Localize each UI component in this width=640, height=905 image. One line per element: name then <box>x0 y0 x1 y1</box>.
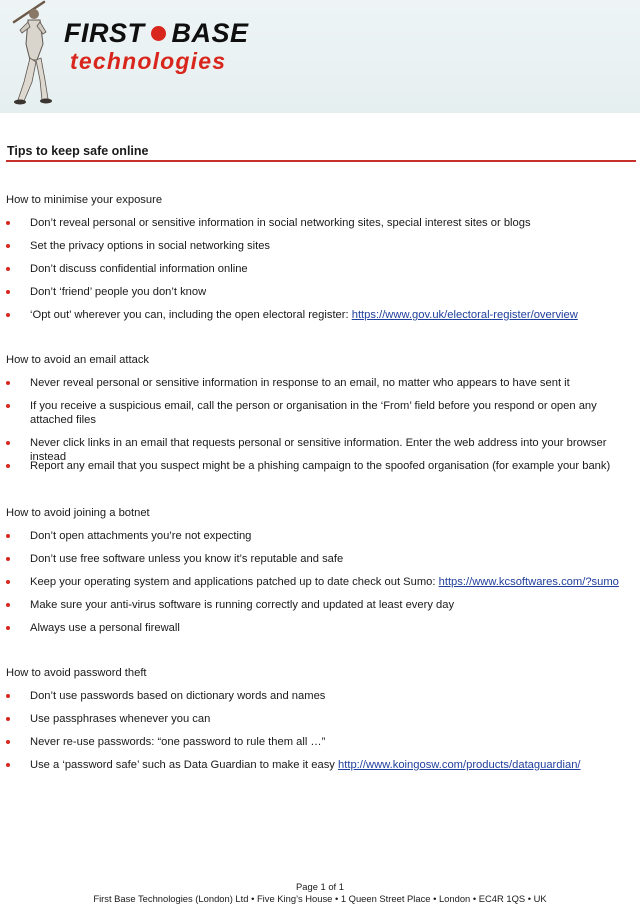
section-heading: How to avoid joining a botnet <box>6 507 150 519</box>
bullet-icon <box>6 464 10 468</box>
list-item: Don’t ‘friend’ people you don’t know <box>6 285 636 308</box>
letterhead <box>0 0 640 113</box>
bullet-icon <box>6 267 10 271</box>
title-divider <box>6 160 636 162</box>
list-item: Always use a personal firewall <box>6 621 636 644</box>
section-heading: How to avoid password theft <box>6 667 147 679</box>
bullet-icon <box>6 740 10 744</box>
brand-tagline: technologies <box>70 48 227 74</box>
bullet-icon <box>6 557 10 561</box>
baseball-player-logo <box>6 0 58 110</box>
list-item: Report any email that you suspect might be a phishing campaign to the spoofed organisation (for example your bank) <box>6 459 636 482</box>
bullet-icon <box>6 313 10 317</box>
bullet-icon <box>6 626 10 630</box>
bullet-icon <box>6 534 10 538</box>
section-botnet <box>6 506 636 644</box>
sumo-link[interactable]: https://www.kcsoftwares.com/?sumo <box>438 576 619 588</box>
section-heading: How to minimise your exposure <box>6 194 163 206</box>
list-item: Never re-use passwords: “one password to rule them all …” <box>6 735 636 758</box>
section-minimise-exposure <box>6 193 636 331</box>
list-item: Use a ‘password safe’ such as Data Guardian to make it easy http://www.koingosw.com/products/dataguardian/ <box>6 758 636 781</box>
brand-dot-icon <box>151 26 166 41</box>
list-item: Don’t open attachments you’re not expecting <box>6 529 636 552</box>
bullet-icon <box>6 290 10 294</box>
list-item: Set the privacy options in social networking sites <box>6 239 636 262</box>
page-number: Page 1 of 1 <box>296 881 344 892</box>
brand-name: FIRST BASE <box>64 18 249 48</box>
section-heading: How to avoid an email attack <box>6 354 150 366</box>
bullet-icon <box>6 244 10 248</box>
electoral-register-link[interactable]: https://www.gov.uk/electoral-register/overview <box>351 309 578 321</box>
bullet-icon <box>6 580 10 584</box>
bullet-icon <box>6 763 10 767</box>
bullet-icon <box>6 441 10 445</box>
list-item: Never reveal personal or sensitive information in response to an email, no matter who appears to have sent it <box>6 376 636 399</box>
bullet-icon <box>6 717 10 721</box>
list-item: Don’t use passwords based on dictionary words and names <box>6 689 636 712</box>
section-password-theft <box>6 666 636 781</box>
data-guardian-link[interactable]: http://www.koingosw.com/products/dataguardian/ <box>338 759 581 771</box>
list-item: Don’t use free software unless you know it’s reputable and safe <box>6 552 636 575</box>
bullet-icon <box>6 603 10 607</box>
footer-address: First Base Technologies (London) Ltd • Five King’s House • 1 Queen Street Place • London • EC4R 1QS • UK <box>93 893 547 904</box>
list-item: ‘Opt out’ wherever you can, including the open electoral register: https://www.gov.uk/electoral-register/overview <box>6 308 636 331</box>
list-item: Keep your operating system and applications patched up to date check out Sumo: https://www.kcsoftwares.com/?sumo <box>6 575 636 598</box>
section-email-attack <box>6 353 636 482</box>
list-item: Don’t discuss confidential information online <box>6 262 636 285</box>
bullet-icon <box>6 404 10 408</box>
bullet-icon <box>6 221 10 225</box>
list-item: Don’t reveal personal or sensitive information in social networking sites, special interest sites or blogs <box>6 216 636 239</box>
bullet-icon <box>6 694 10 698</box>
list-item: Use passphrases whenever you can <box>6 712 636 735</box>
list-item: Make sure your anti-virus software is running correctly and updated at least every day <box>6 598 636 621</box>
list-item: Never click links in an email that requests personal or sensitive information. Enter the web address into your browser instead <box>6 436 636 459</box>
list-item: If you receive a suspicious email, call the person or organisation in the ‘From’ field before you respond or open any attached files <box>6 399 636 436</box>
bullet-icon <box>6 381 10 385</box>
document-title: Tips to keep safe online <box>7 144 149 158</box>
